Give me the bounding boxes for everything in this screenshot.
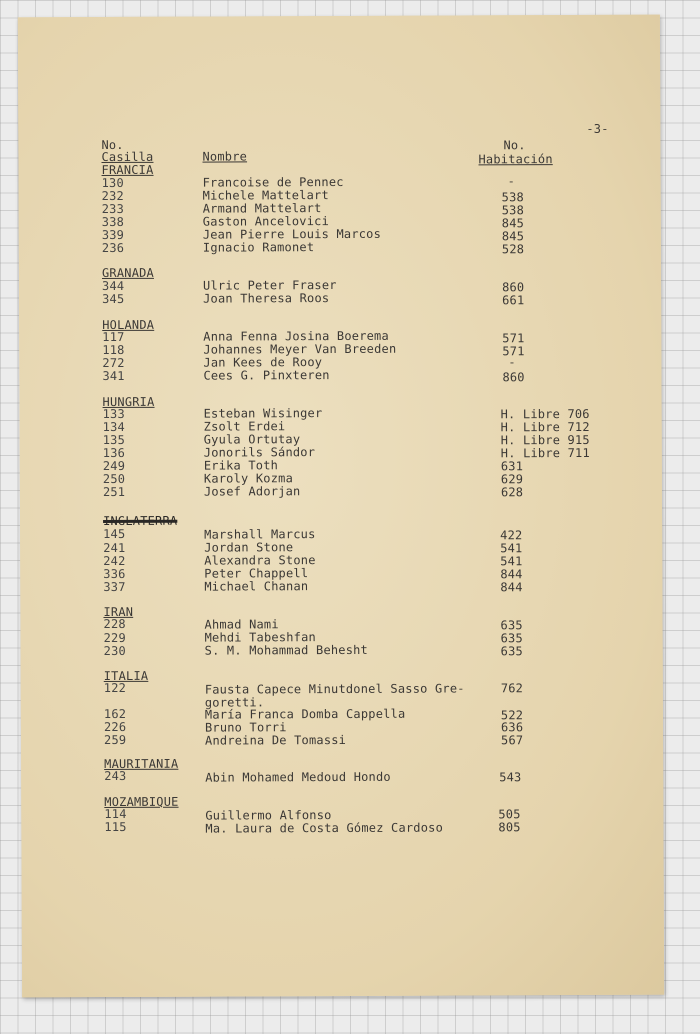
room-number: 635 — [500, 631, 523, 646]
person-name: Ahmad Nami — [204, 617, 279, 632]
person-name: María Franca Domba Cappella — [204, 706, 406, 722]
room-number: 522 — [500, 708, 524, 723]
person-name: Cees G. Pinxteren — [203, 368, 330, 383]
person-name: Michele Mattelart — [202, 188, 329, 203]
room-number: 805 — [498, 820, 521, 835]
header-casilla-label: Casilla — [101, 149, 154, 165]
casilla-number: 134 — [102, 419, 125, 435]
casilla-number: 136 — [102, 445, 126, 461]
room-number: 860 — [502, 280, 525, 295]
casilla-number: 336 — [103, 566, 126, 582]
room-number: 628 — [500, 485, 524, 500]
casilla-number: 242 — [103, 553, 126, 569]
casilla-number: 228 — [103, 616, 126, 632]
casilla-number: 337 — [103, 579, 126, 595]
casilla-number: 233 — [101, 201, 125, 217]
room-number: 543 — [499, 770, 522, 785]
room-number: 661 — [502, 293, 525, 308]
person-name: Gyula Ortutay — [203, 432, 301, 447]
casilla-number: 241 — [103, 540, 126, 556]
person-name: Michael Chanan — [204, 579, 309, 594]
header-no-label: No. — [101, 137, 124, 153]
casilla-number: 162 — [103, 706, 127, 722]
casilla-number: 130 — [101, 175, 124, 191]
person-name: Jan Kees de Rooy — [203, 355, 323, 370]
person-name: Jordan Stone — [204, 540, 294, 555]
casilla-number: 115 — [104, 819, 127, 835]
room-number: 844 — [500, 580, 523, 595]
casilla-number: 229 — [103, 630, 126, 646]
casilla-number: 259 — [103, 732, 127, 748]
casilla-number: 250 — [102, 471, 126, 487]
room-number: 422 — [500, 528, 523, 543]
room-number: 567 — [500, 733, 524, 748]
casilla-number: 230 — [103, 643, 126, 659]
room-number: 541 — [500, 541, 523, 556]
room-number: H. Libre 706 — [500, 406, 590, 422]
section-country-italia: ITALIA — [103, 668, 149, 684]
casilla-number: 232 — [101, 188, 124, 204]
typed-document-page — [18, 15, 664, 998]
casilla-number: 344 — [102, 278, 125, 294]
room-number: 505 — [498, 807, 521, 822]
section-country-mozambique: MOZAMBIQUE — [104, 794, 179, 810]
casilla-number: 339 — [101, 227, 125, 243]
room-number: H. Libre 915 — [500, 432, 590, 448]
room-number: 528 — [501, 242, 525, 257]
person-name: Guillermo Alfonso — [205, 808, 332, 823]
person-name: Jonorils Sándor — [203, 445, 316, 460]
section-country-holanda: HOLANDA — [102, 317, 155, 333]
casilla-number: 117 — [102, 329, 125, 345]
room-number: 635 — [500, 644, 523, 659]
casilla-number: 226 — [103, 719, 127, 735]
room-number: - — [508, 355, 516, 370]
person-name: Josef Adorjan — [203, 484, 301, 499]
person-name: Fausta Capece Minutdonel Sasso Gre- — [204, 681, 465, 697]
person-name: Francoise de Pennec — [202, 174, 344, 190]
casilla-number: 243 — [104, 768, 127, 784]
person-name: Peter Chappell — [204, 566, 309, 581]
header-nombre-label: Nombre — [202, 149, 248, 164]
section-country-francia: FRANCIA — [101, 162, 154, 178]
person-name: Erika Toth — [203, 458, 279, 473]
casilla-number: 236 — [101, 240, 125, 256]
person-name: Jean Pierre Louis Marcos — [202, 226, 382, 242]
room-number: 538 — [501, 190, 524, 205]
room-number: 636 — [500, 720, 524, 735]
person-name: Gaston Ancelovici — [202, 214, 330, 229]
room-number: 844 — [500, 567, 523, 582]
person-name: Mehdi Tabeshfan — [204, 630, 316, 645]
person-name: Andreina De Tomassi — [204, 732, 347, 748]
person-name: Ulric Peter Fraser — [203, 278, 337, 293]
casilla-number: 272 — [102, 355, 125, 371]
room-number: 635 — [500, 618, 523, 633]
person-name: Karoly Kozma — [203, 471, 294, 486]
casilla-number: 249 — [102, 458, 126, 474]
casilla-number: 135 — [102, 432, 126, 448]
casilla-number: 118 — [102, 342, 125, 358]
room-number: 629 — [500, 472, 524, 487]
page-number: -3- — [586, 121, 609, 136]
person-name: S. M. Mohammad Behesht — [204, 642, 369, 658]
person-name: Marshall Marcus — [204, 527, 316, 542]
section-country-hungria: HUNGRIA — [102, 394, 155, 410]
room-number: 860 — [502, 370, 525, 385]
room-number: 538 — [501, 203, 525, 218]
section-country-inglaterra: INGLATERRA — [103, 513, 178, 529]
person-name: Armand Mattelart — [202, 201, 322, 216]
room-number: 571 — [502, 331, 525, 346]
person-name: Anna Fenna Josina Boerema — [203, 328, 389, 344]
section-country-iran: IRAN — [103, 604, 134, 620]
person-name: Abin Mohamed Medoud Hondo — [205, 769, 391, 785]
casilla-number: 341 — [102, 368, 125, 384]
person-name: Bruno Torri — [204, 720, 287, 735]
casilla-number: 114 — [104, 806, 127, 822]
casilla-number: 345 — [102, 291, 125, 307]
room-number: 631 — [500, 459, 524, 474]
room-number: 845 — [501, 216, 525, 231]
room-number: 571 — [502, 344, 525, 359]
room-number: 541 — [500, 554, 523, 569]
person-name: Ignacio Ramonet — [202, 240, 315, 255]
section-country-mauritania: MAURITANIA — [104, 756, 179, 772]
casilla-number: 133 — [102, 406, 125, 422]
room-number: H. Libre 711 — [500, 445, 590, 461]
room-number: H. Libre 712 — [500, 419, 590, 435]
room-number: - — [507, 174, 516, 189]
room-number: 762 — [500, 681, 524, 696]
casilla-number: 145 — [103, 526, 126, 542]
room-number: 845 — [501, 229, 525, 244]
header-habitacion-label: Habitación — [478, 152, 553, 167]
person-name-continued: goretti. — [204, 695, 265, 710]
person-name: Alexandra Stone — [204, 553, 316, 568]
person-name: Johannes Meyer Van Breeden — [203, 341, 397, 357]
section-country-granada: GRANADA — [101, 265, 154, 281]
person-name: Ma. Laura de Costa Gómez Cardoso — [205, 820, 444, 836]
person-name: Zsolt Erdei — [203, 419, 286, 434]
casilla-number: 122 — [103, 680, 127, 696]
casilla-number: 338 — [101, 214, 125, 230]
casilla-number: 251 — [102, 484, 126, 500]
person-name: Esteban Wisinger — [203, 406, 323, 421]
header-no-habitacion-label: No. — [503, 138, 526, 153]
person-name: Joan Theresa Roos — [203, 291, 330, 306]
